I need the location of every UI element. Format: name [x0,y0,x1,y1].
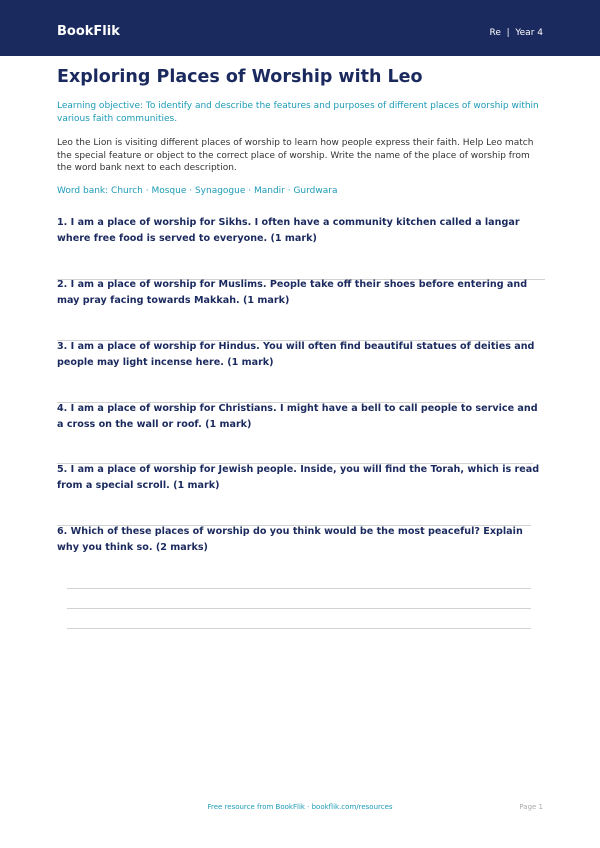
footer-resource-link[interactable]: Free resource from BookFlik · bookflik.com/resources [207,803,393,811]
learning-objective: Learning objective: To identify and describe the features and purposes of different places of worship within various faith communities. [57,101,539,124]
page-number: Page 1 [519,803,543,811]
question-4: 4. I am a place of worship for Christians. I might have a bell to call people to service and a cross on the wall or roof. (1 mark) [57,403,538,430]
question-2: 2. I am a place of worship for Muslims. People take off their shoes before entering and may pray facing towards Makkah. (1 mark) [57,279,528,306]
answer-line-6c[interactable] [67,628,531,629]
question-3: 3. I am a place of worship for Hindus. You will often find beautiful statues of deities and people may light incense here. (1 mark) [57,341,535,368]
page-title: Exploring Places of Worship with Leo [57,67,423,87]
word-bank: Word bank: Church · Mosque · Synagogue · Mandir · Gurdwara [57,186,338,196]
answer-line-6b[interactable] [67,608,531,609]
subject-year-label: Re | Year 4 [489,28,543,38]
intro-instructions: Leo the Lion is visiting different places of worship to learn how people express their faith. Help Leo match the special feature or object to the correct place of worship. Write the name of the place of worship from the word bank next to each description. [57,138,534,173]
answer-line-6a[interactable] [67,588,531,589]
question-5: 5. I am a place of worship for Jewish people. Inside, you will find the Torah, which is read from a special scroll. (1 mark) [57,464,540,491]
brand-logo[interactable]: BookFlik [57,24,120,39]
header-bar [0,0,600,56]
question-1: 1. I am a place of worship for Sikhs. I often have a community kitchen called a langar where free food is served to everyone. (1 mark) [57,217,520,244]
question-6: 6. Which of these places of worship do you think would be the most peaceful? Explain why you think so. (2 marks) [57,526,523,553]
